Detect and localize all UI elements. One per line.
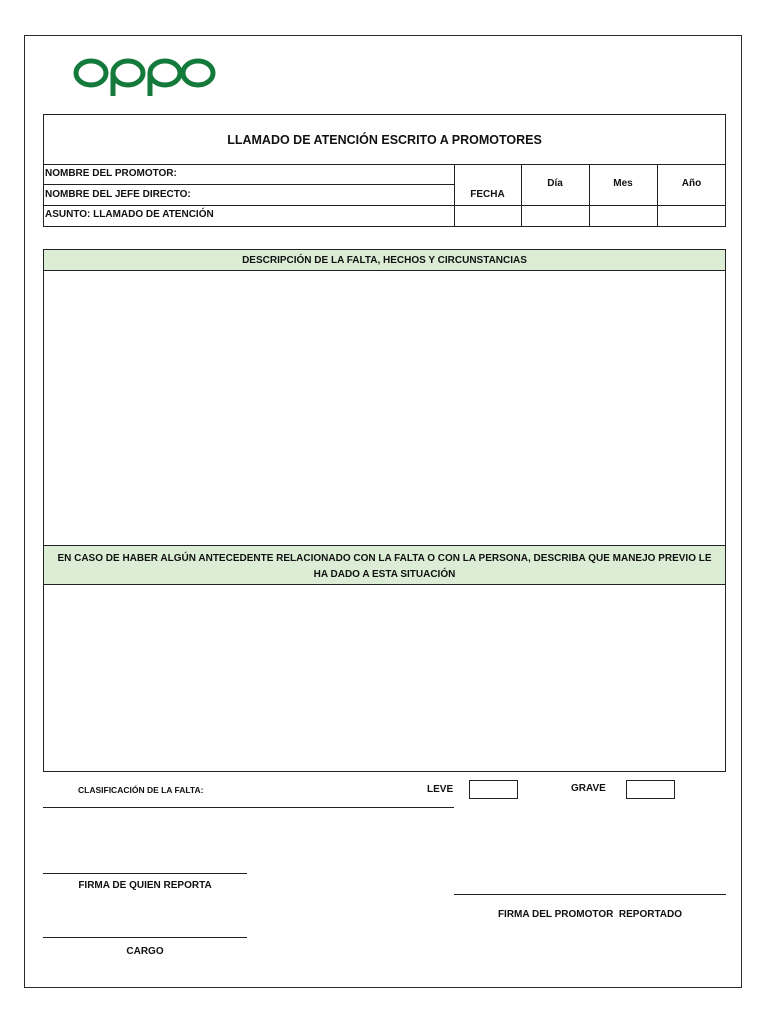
promotor-signature-label: FIRMA DEL PROMOTOR REPORTADO xyxy=(497,909,683,920)
promotor-name-label: NOMBRE DEL PROMOTOR: xyxy=(45,168,177,179)
classification-label: CLASIFICACIÓN DE LA FALTA: xyxy=(78,785,204,795)
logo-text: oppo xyxy=(72,56,75,57)
subject-label: ASUNTO: LLAMADO DE ATENCIÓN xyxy=(45,209,214,220)
leve-label: LEVE xyxy=(427,784,454,795)
day-field[interactable] xyxy=(522,206,589,226)
description-field[interactable] xyxy=(44,272,725,544)
date-label: FECHA xyxy=(470,189,505,200)
divider xyxy=(43,164,726,165)
description-header-text: DESCRIPCIÓN DE LA FALTA, HECHOS Y CIRCUNSTANCIAS xyxy=(242,255,527,266)
promotor-signature-line[interactable] xyxy=(454,894,726,895)
boss-name-label: NOMBRE DEL JEFE DIRECTO: xyxy=(45,189,191,200)
antecedent-header-line1: EN CASO DE HABER ALGÚN ANTECEDENTE RELACIONADO CON LA FALTA O CON LA PERSONA, DESCRIBA QUE MANEJO PREVIO LE xyxy=(57,553,712,564)
grave-checkbox[interactable] xyxy=(626,780,675,799)
reporter-signature-line[interactable] xyxy=(43,873,247,874)
classification-underline xyxy=(43,807,454,808)
form-title: LLAMADO DE ATENCIÓN ESCRITO A PROMOTORES xyxy=(227,133,542,147)
leve-checkbox[interactable] xyxy=(469,780,518,799)
position-label: CARGO xyxy=(126,946,164,957)
month-label: Mes xyxy=(613,178,633,189)
day-label: Día xyxy=(547,178,563,189)
antecedent-field[interactable] xyxy=(44,586,725,771)
grave-label: GRAVE xyxy=(571,783,606,794)
antecedent-header-line2: HA DADO A ESTA SITUACIÓN xyxy=(313,569,456,580)
reporter-signature-label: FIRMA DE QUIEN REPORTA xyxy=(78,880,212,891)
month-field[interactable] xyxy=(590,206,657,226)
position-line[interactable] xyxy=(43,937,247,938)
oppo-logo xyxy=(72,56,217,98)
divider xyxy=(43,184,455,185)
year-field[interactable] xyxy=(658,206,725,226)
year-label: Año xyxy=(681,178,702,189)
